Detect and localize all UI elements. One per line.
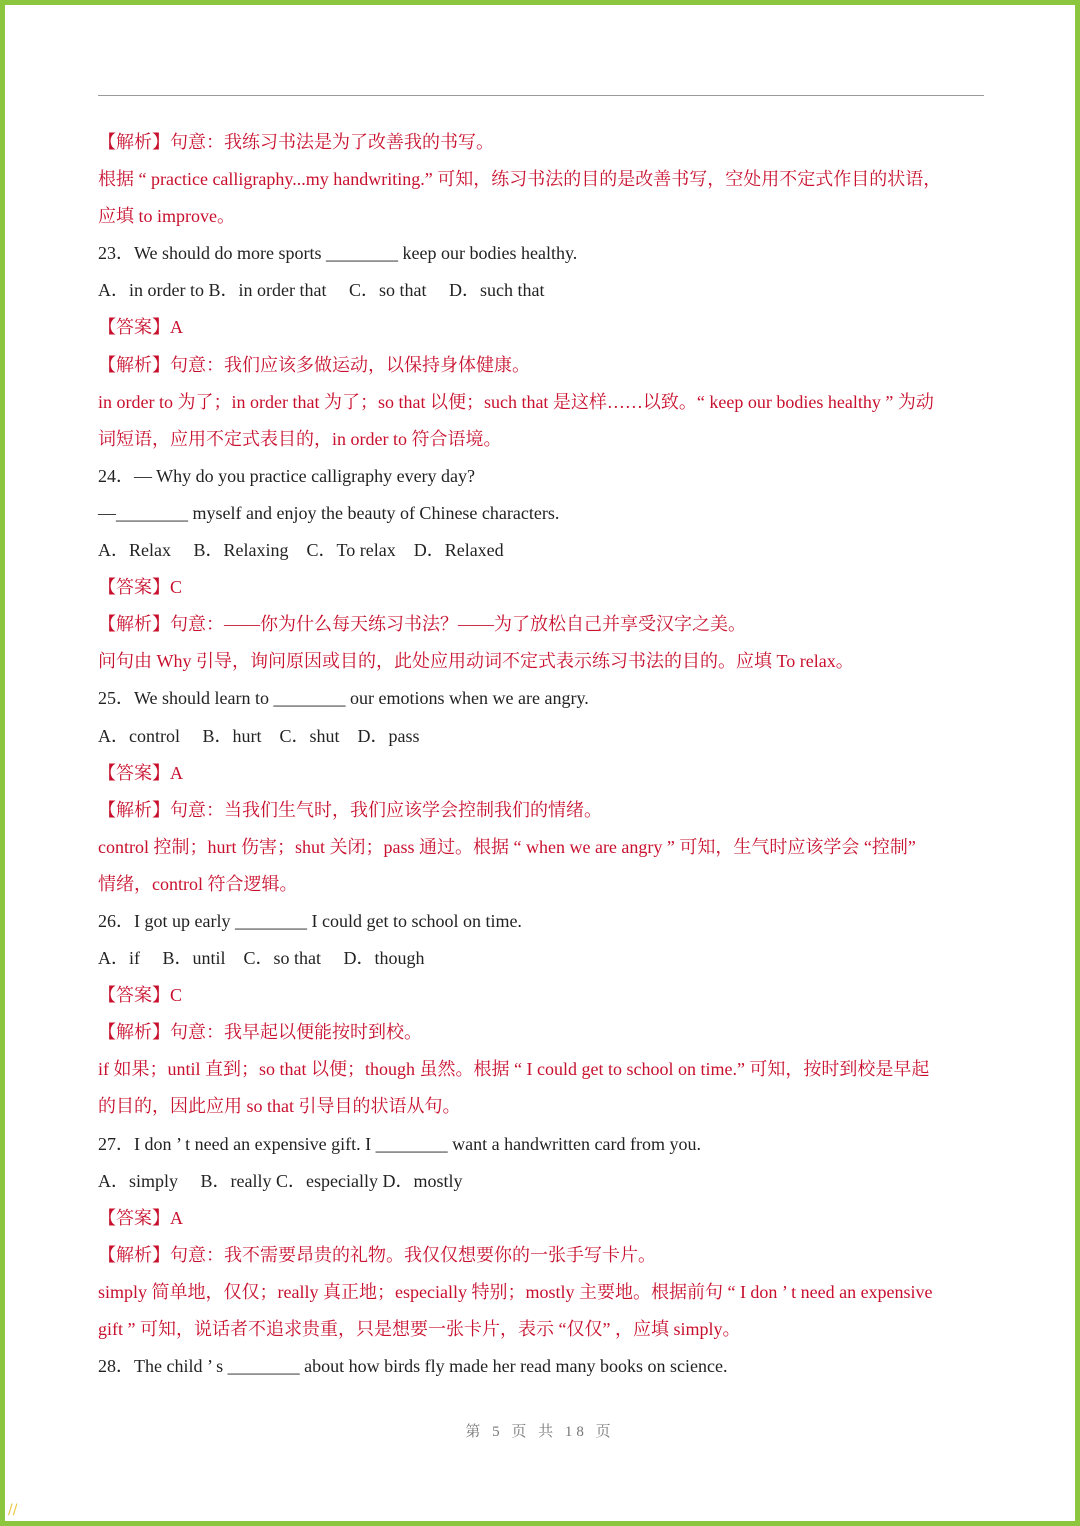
- text-line: 问句由 Why 引导，询问原因或目的，此处应用动词不定式表示练习书法的目的。应填 To relax。: [98, 651, 854, 672]
- text-line: 【答案】C: [98, 577, 183, 598]
- text-line: 24．— Why do you practice calligraphy every day?: [98, 465, 476, 486]
- text-line: A．in order to B．in order that C．so that D．such that: [98, 280, 545, 301]
- text-line: 28．The child ’ s ________ about how birds fly made her read many books on science.: [98, 1356, 728, 1377]
- text-line: 情绪，control 符合逻辑。: [98, 873, 298, 894]
- text-line: in order to 为了；in order that 为了；so that 以便；such that 是这样……以致。“ keep our bodies healthy ” 为动: [98, 391, 934, 412]
- text-line: 【解析】句意：我早起以便能按时到校。: [98, 1022, 422, 1043]
- document-body: [98, 124, 993, 1385]
- corner-mark-icon: //: [8, 1502, 18, 1518]
- text-line: simply 简单地，仅仅；really 真正地；especially 特别；mostly 主要地。根据前句 “ I don ’ t need an expensive: [98, 1281, 933, 1302]
- text-line: 26．I got up early ________ I could get to school on time.: [98, 910, 522, 931]
- text-line: 【解析】句意：我不需要昂贵的礼物。我仅仅想要你的一张手写卡片。: [98, 1244, 656, 1265]
- text-line: 27．I don ’ t need an expensive gift. I ________ want a handwritten card from you.: [98, 1133, 701, 1154]
- text-line: 【解析】句意：我练习书法是为了改善我的书写。: [98, 132, 494, 152]
- text-line: A．simply B．really C．especially D．mostly: [98, 1170, 463, 1191]
- text-line: 根据 “ practice calligraphy...my handwriting.” 可知，练习书法的目的是改善书写，空处用不定式作目的状语，: [98, 169, 942, 190]
- text-line: 25．We should learn to ________ our emotions when we are angry.: [98, 688, 589, 709]
- text-line: 【答案】A: [98, 762, 183, 783]
- text-line: 【解析】句意：——你为什么每天练习书法？——为了放松自己并享受汉字之美。: [98, 614, 746, 635]
- text-line: 【答案】A: [98, 317, 183, 338]
- text-line: A．Relax B．Relaxing C．To relax D．Relaxed: [98, 540, 504, 561]
- text-line: 词短语，应用不定式表目的，in order to 符合语境。: [98, 428, 502, 449]
- text-line: if 如果；until 直到；so that 以便；though 虽然。根据 “ I could get to school on time.” 可知，按时到校是早起: [98, 1059, 930, 1080]
- text-line: 的目的，因此应用 so that 引导目的状语从句。: [98, 1096, 461, 1117]
- text-line: 23．We should do more sports ________ keep our bodies healthy.: [98, 243, 578, 264]
- text-line: A．if B．until C．so that D．though: [98, 948, 425, 969]
- page-footer: 第 5 页 共 18 页: [465, 1424, 615, 1440]
- text-line: —________ myself and enjoy the beauty of Chinese characters.: [98, 502, 560, 523]
- text-line: 应填 to improve。: [98, 206, 235, 227]
- text-line: 【解析】句意：当我们生气时，我们应该学会控制我们的情绪。: [98, 799, 602, 820]
- text-line: gift ” 可知，说话者不追求贵重，只是想要一张卡片，表示 “仅仅” ，应填 simply。: [98, 1319, 741, 1339]
- text-line: A．control B．hurt C．shut D．pass: [98, 725, 420, 746]
- text-line: 【答案】C: [98, 985, 183, 1006]
- text-line: 【答案】A: [98, 1207, 183, 1228]
- text-line: control 控制；hurt 伤害；shut 关闭；pass 通过。根据 “ when we are angry ” 可知，生气时应该学会 “控制”: [98, 836, 916, 857]
- header-rule: [98, 95, 984, 96]
- text-line: 【解析】句意：我们应该多做运动，以保持身体健康。: [98, 354, 530, 375]
